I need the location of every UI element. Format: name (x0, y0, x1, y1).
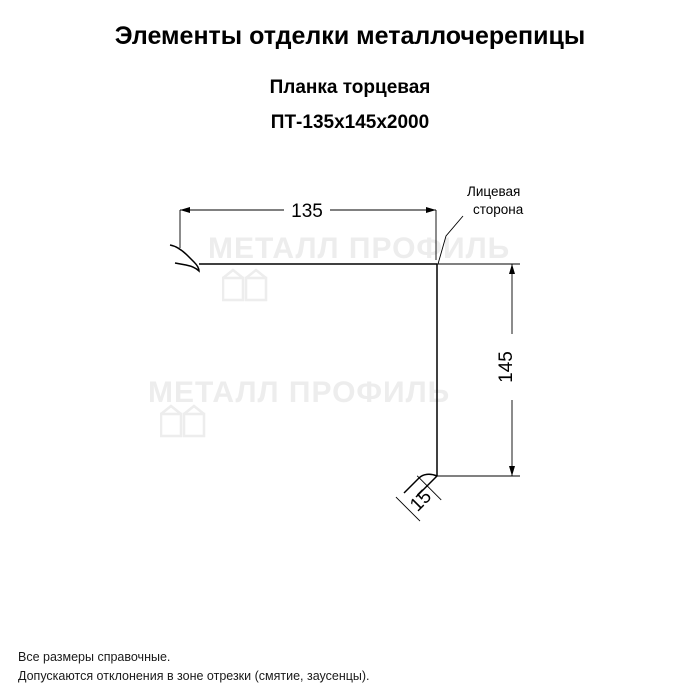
technical-drawing (0, 160, 700, 560)
face-label-line2: сторона (473, 202, 524, 217)
part-bottom-hem-fold (419, 474, 437, 478)
face-label-line1: Лицевая (467, 184, 521, 199)
title-block (0, 0, 700, 134)
watermark-text-2: МЕТАЛЛ ПРОФИЛЬ (148, 376, 451, 409)
dim-top-arrow-right (426, 207, 436, 213)
dim-right-arrow-bottom (509, 466, 515, 476)
footnote-line-1: Все размеры справочные. (18, 650, 171, 664)
part-left-drip-bend (170, 245, 199, 271)
dim-top-value: 135 (291, 201, 323, 222)
dim-right-arrow-top (509, 264, 515, 274)
page-title: Элементы отделки металлочерепицы (114, 22, 586, 50)
dim-right-value: 145 (496, 351, 517, 383)
dim-bottom-group (396, 476, 441, 521)
product-code: ПТ-135х145х2000 (270, 112, 430, 133)
product-name: Планка торцевая (269, 77, 431, 98)
face-label-leader (438, 216, 463, 264)
footnotes (18, 648, 370, 686)
footnote-line-2: Допускаются отклонения в зоне отрезки (смятие, заусенцы). (18, 669, 370, 683)
dim-bottom-value: 15 (406, 486, 436, 516)
watermark-text-1: МЕТАЛЛ ПРОФИЛЬ (208, 232, 511, 265)
dim-top-arrow-left (180, 207, 190, 213)
